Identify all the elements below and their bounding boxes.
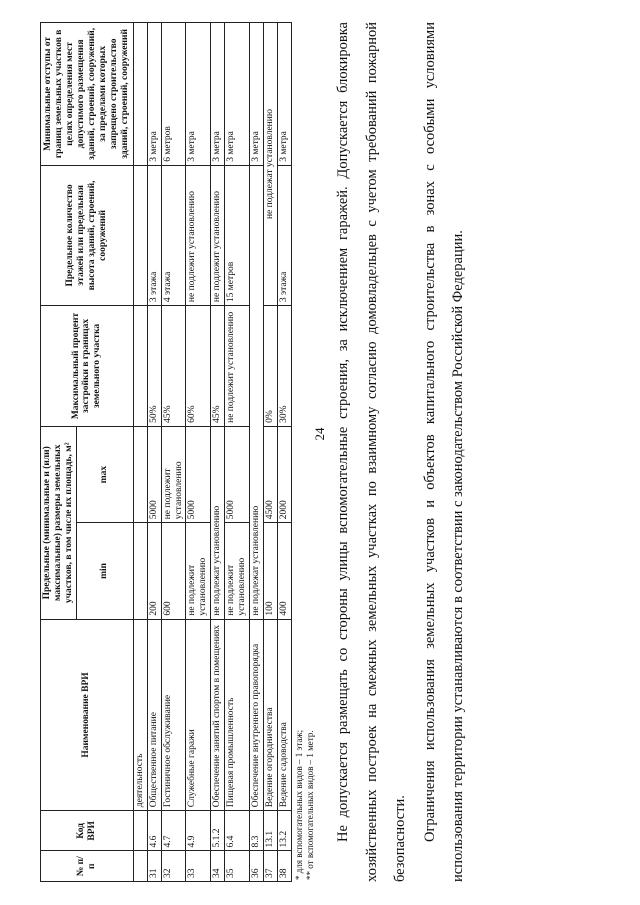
table-row [147,23,161,882]
cell-floors: 4 этажа [161,165,186,305]
cell-name: Ведение огородничества [263,619,277,811]
cell-num: 35 [225,851,250,882]
cell-pct: не подлежит установлению [225,306,250,427]
header-code: Код ВРИ [41,811,134,851]
cell-code: 4.7 [161,811,186,851]
cell-max: 5000 [147,426,161,522]
cell-setback: 3 метра [277,23,291,166]
cell-pct: 60% [186,306,211,427]
cell-code: 8.3 [250,811,264,851]
cell-floors-setback-merged: не подлежат установлению [263,23,277,306]
page-number: 24 [312,427,327,441]
table-header-row [41,23,77,882]
cell-max: 2000 [277,426,291,522]
cell-floors: 15 метров [225,165,250,305]
cell-pct: 30% [277,306,291,427]
table-row [277,23,291,882]
cell-pct: 45% [161,306,186,427]
cell-min: 200 [147,523,161,619]
cell-name: Ведение садоводства [277,619,291,811]
table-row [133,23,147,882]
table-row [225,23,250,882]
cell-max: 5000 [225,426,250,522]
cell-code: 4.6 [147,811,161,851]
cell-setback: 3 метра [250,23,264,166]
cell-floors: 3 этажа [147,165,161,305]
cell-name: Пищевая промышленность [225,619,250,811]
table-row [263,23,277,882]
header-setbacks: Минимальные отступы от границ земельных участков в целях определения мест допустимого размещения зданий, строений, сооружений, за пределами которых запрещено строительство зданий, строений, сооружений [41,23,134,166]
cell-code: 13.1 [263,811,277,851]
cell-floors: 3 этажа [277,165,291,305]
cell-pct: 50% [147,306,161,427]
cell-max: 4500 [263,426,277,522]
paragraph: Не допускается размещать со стороны улицы вспомогательные строения, за исключением гаражей. Допускается блокировка хозяйственных построек на смежных земельных участках по взаимному согласию домовладельцев с учетом требований пожарной безопасности. [335,22,408,882]
cell-setback: 3 метра [211,23,225,166]
header-number: № п/п [41,851,134,882]
land-use-regulations-table [40,22,292,882]
footnote: ** от вспомогательных видов – 1 метр. [304,730,315,880]
cell-code: 5.1.2 [211,811,225,851]
cell-max: не подлежит установлению [161,426,186,522]
cell-num: 38 [277,851,291,882]
header-floors: Предельное количество этажей или предельная высота зданий, строений, сооружений [41,165,134,305]
cell-num: 32 [161,851,186,882]
cell-area-merged: не подлежат установлению [250,165,264,619]
body-text [329,22,472,882]
cell-code: 6.4 [225,811,250,851]
cell-floors: не подлежит установлению [186,165,211,305]
header-name: Наименование ВРИ [41,619,134,811]
cell-min: не подлежит установлению [186,523,211,619]
cell-area-merged: не подлежат установлению [211,426,225,619]
cell-min: не подлежит установлению [225,523,250,619]
cell-min: 400 [277,523,291,619]
cell-floors: не подлежит установлению [211,165,225,305]
cell-num: 36 [250,851,264,882]
header-max: max [76,426,133,522]
table-row [211,23,225,882]
cell-num: 34 [211,851,225,882]
cell-min: 600 [161,523,186,619]
cell-pct: 45% [211,306,225,427]
cell-setback: 3 метра [225,23,250,166]
cell-setback: 6 метров [161,23,186,166]
cell-name: Обеспечение внутреннего правопорядка [250,619,264,811]
table-row [186,23,211,882]
footnote: * для вспомогательных видов – 1 этаж; [293,729,304,880]
cell-continuation: деятельность [133,619,147,811]
table-row [161,23,186,882]
cell-num: 31 [147,851,161,882]
cell-name: Обеспечение занятий спортом в помещениях [211,619,225,811]
header-plot-size: Предельные (минимальные и (или) максимальные) размеры земельных участков, в том числе их площадь, м² [41,426,77,619]
cell-code: 13.2 [277,811,291,851]
cell-setback: 3 метра [147,23,161,166]
cell-pct: 0% [263,306,277,427]
cell-setback: 3 метра [186,23,211,166]
cell-name: Служебные гаражи [186,619,211,811]
cell-max: 5000 [186,426,211,522]
rotated-page-content [40,22,600,882]
cell-min: 100 [263,523,277,619]
table-row [250,23,264,882]
cell-num: 33 [186,851,211,882]
paragraph: Ограничения использования земельных участков и объектов капитального строительства в зонах с особыми условиями использования территории устанавливаются в соответствии с законодательством Российской Федерации. [422,22,467,882]
cell-name: Общественное питание [147,619,161,811]
cell-name: Гостиничное обслуживание [161,619,186,811]
header-min: min [76,523,133,619]
cell-code: 4.9 [186,811,211,851]
header-building-percent: Максимальный процент застройки в границах земельного участка [41,306,134,427]
table-footnotes [294,22,316,882]
cell-num: 37 [263,851,277,882]
